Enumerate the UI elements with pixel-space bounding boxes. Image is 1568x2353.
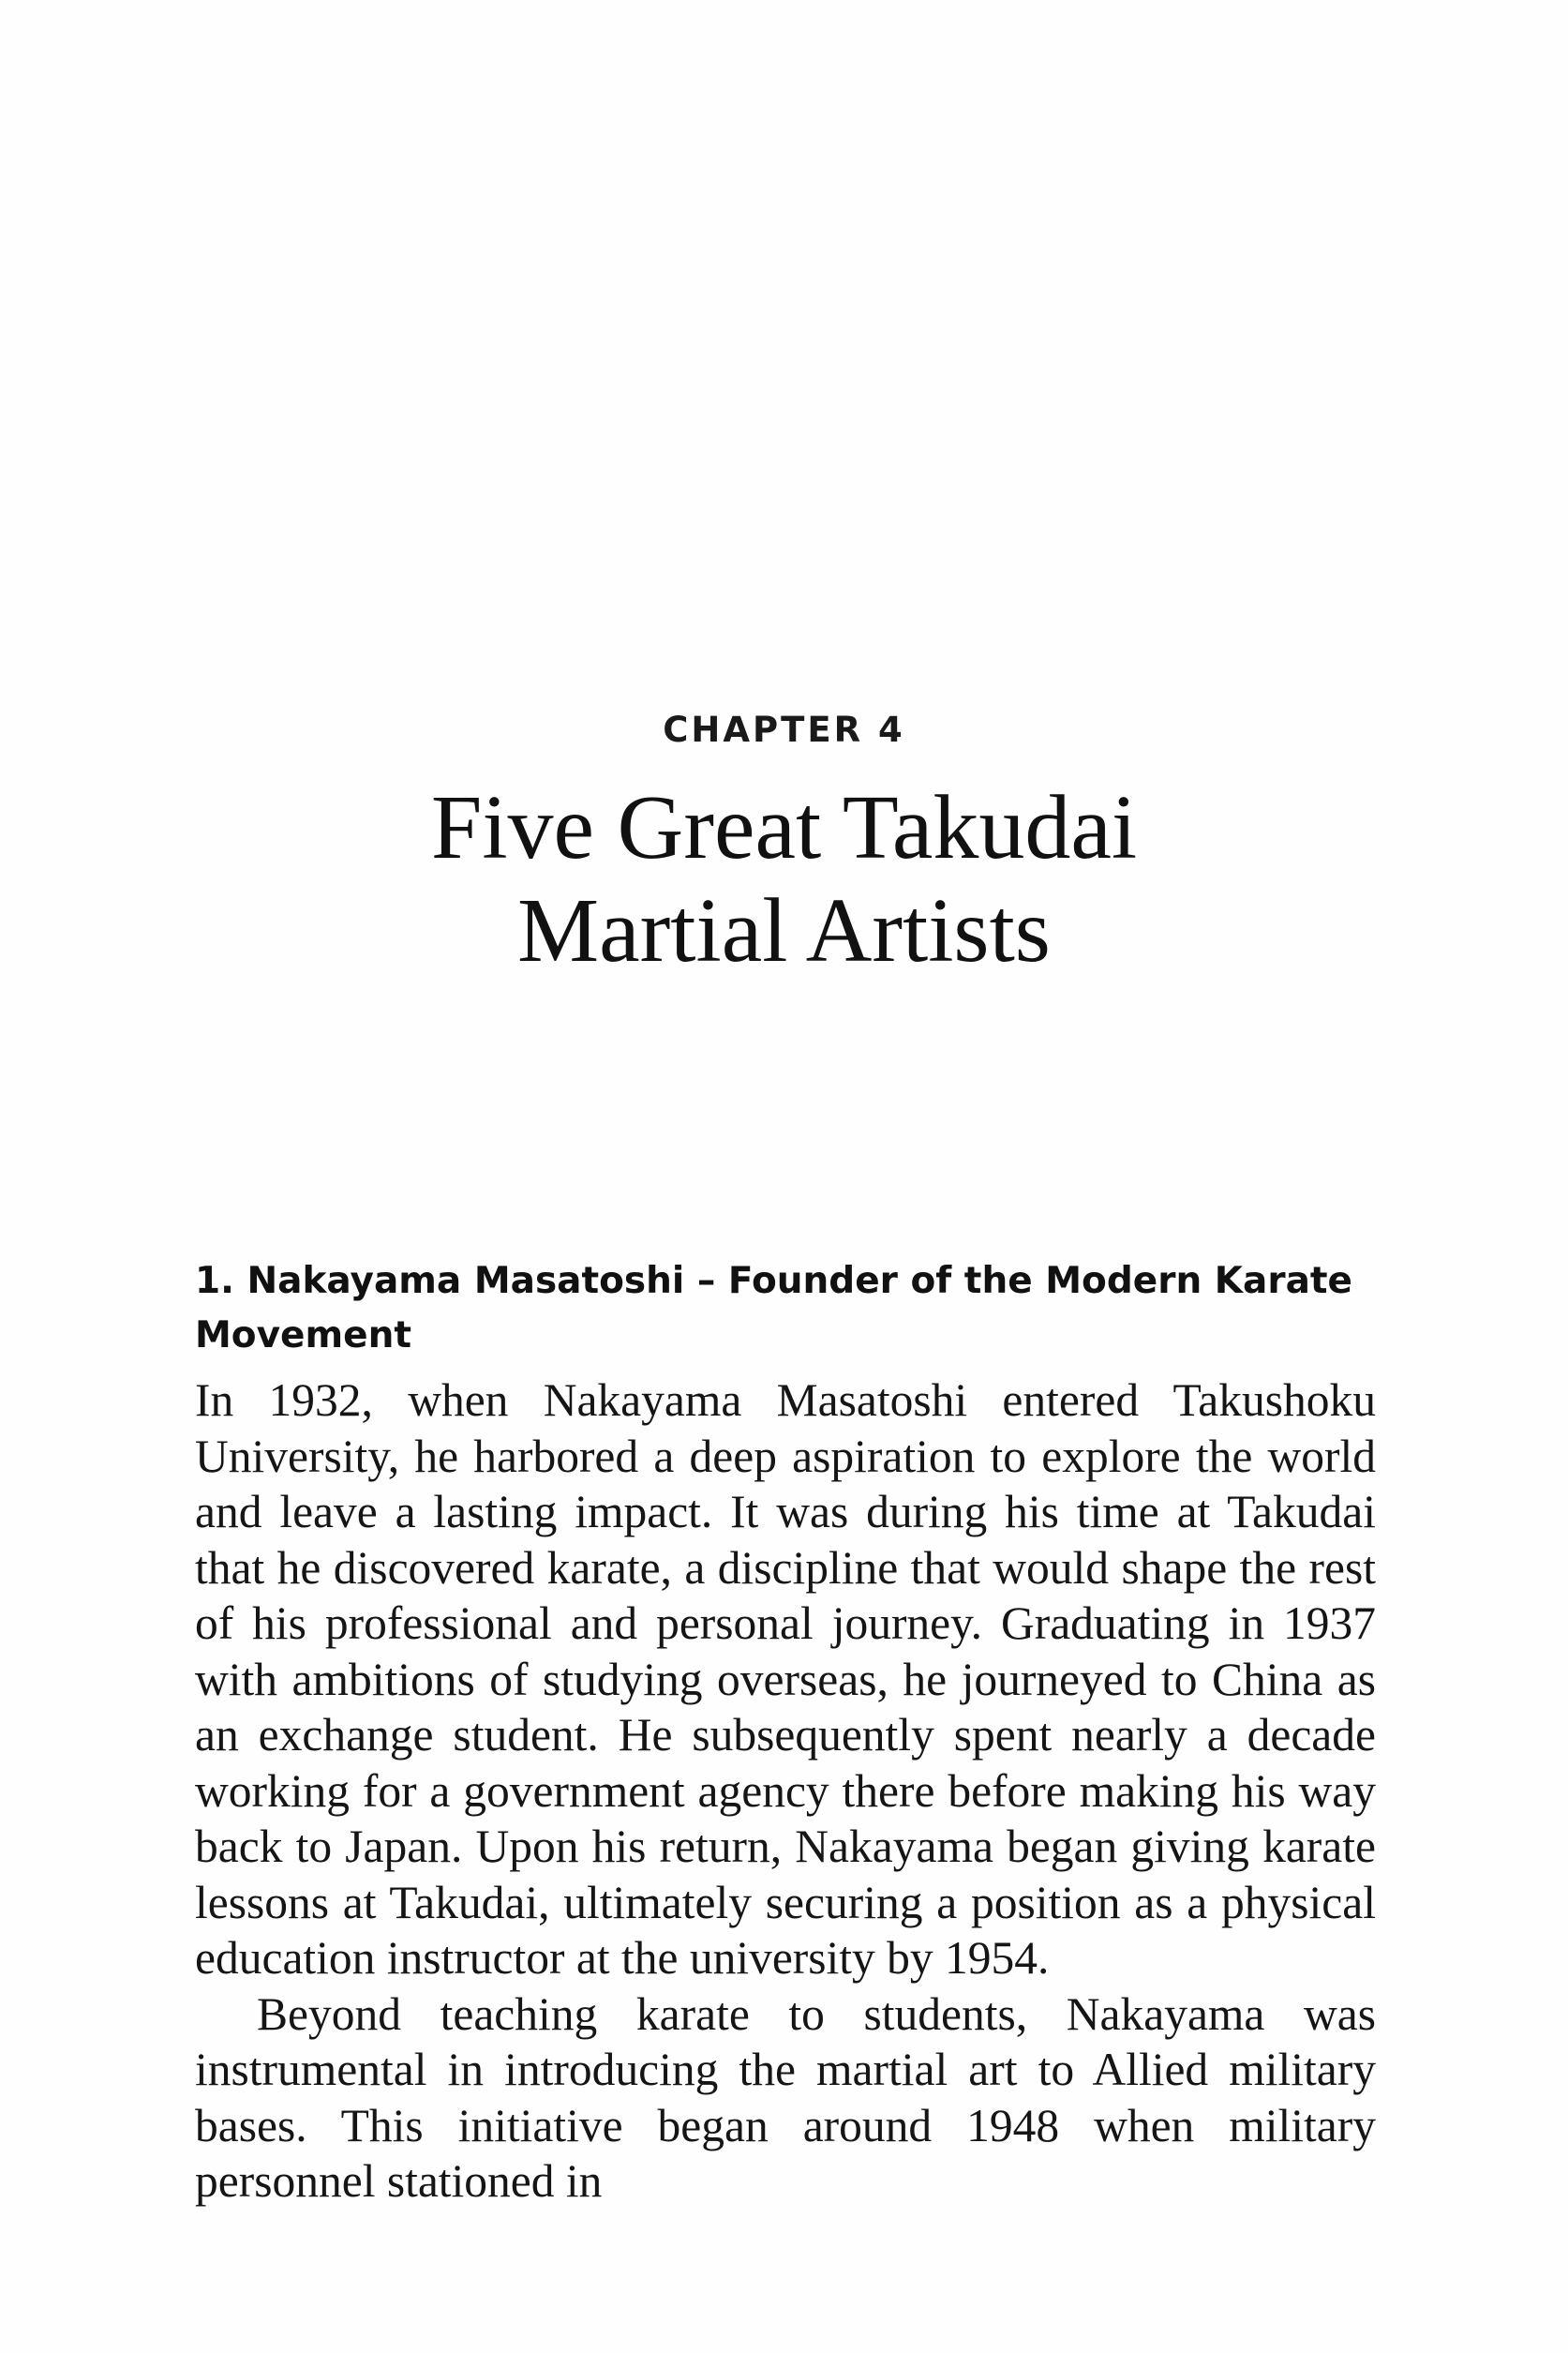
paragraph-1: In 1932, when Nakayama Masatoshi entered Takushoku University, he harbored a deep aspiration to explore the world and leave a lasting impact. It was during his time at Takudai that he discovered karate, a discipline that would shape the rest of his professional and personal journey. Graduating in 1937 with ambitions of studying overseas, he journeyed to China as an exchange student. He subsequently spent nearly a decade working for a government agency there before making his way back to Japan. Upon his return, Nakayama began giving karate lessons at Takudai, ultimately securing a position as a physical education instructor at the university by 1954. [195, 1374, 1376, 1984]
body-text [195, 1372, 1376, 2210]
section-heading: 1. Nakayama Masatoshi – Founder of the Modern Karate Movement [195, 1260, 1352, 1356]
chapter-label: CHAPTER 4 [663, 710, 905, 750]
chapter-title [0, 776, 1568, 982]
chapter-title-line-2: Martial Artists [517, 880, 1051, 982]
paragraph-2: Beyond teaching karate to students, Nakayama was instrumental in introducing the martial art to Allied military bases. This initiative began around 1948 when military personnel stationed in [195, 1987, 1376, 2207]
chapter-title-line-1: Five Great Takudai [430, 777, 1138, 878]
